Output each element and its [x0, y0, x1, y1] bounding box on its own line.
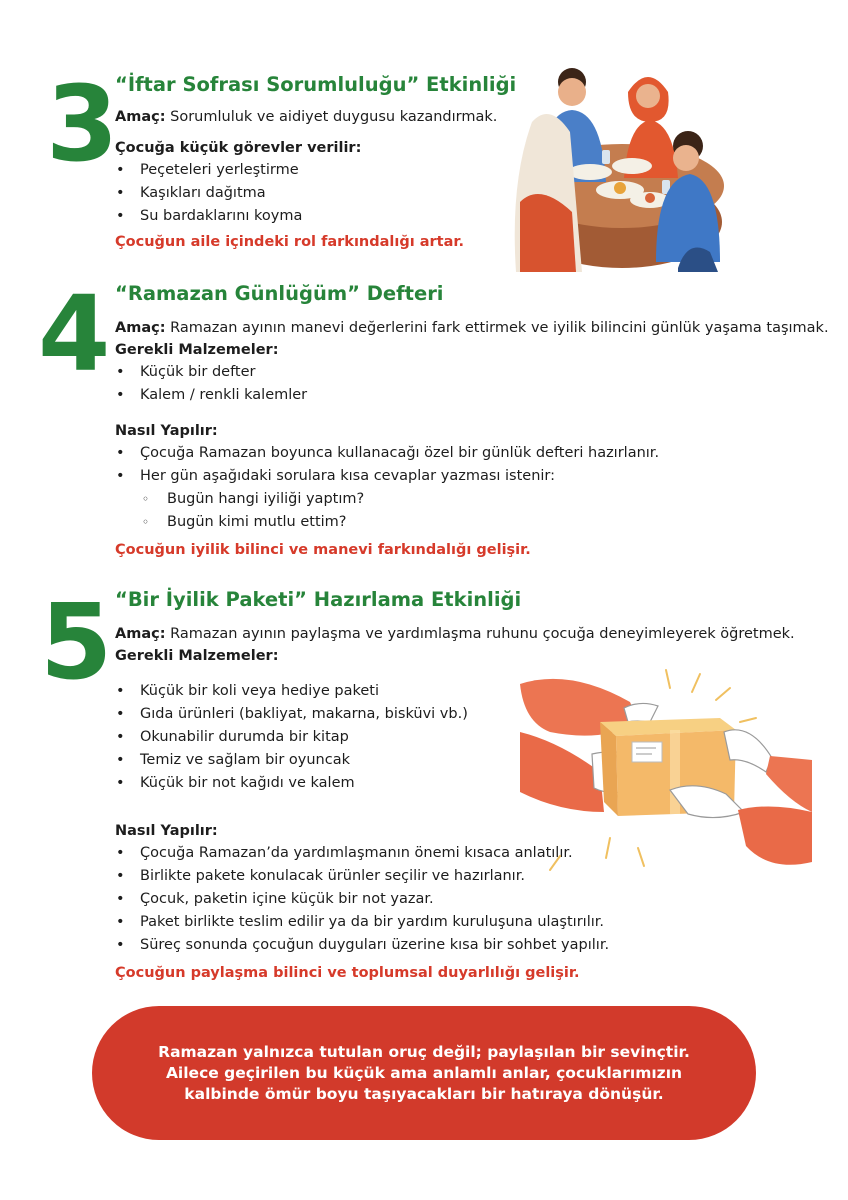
- tasks-label: Çocuğa küçük görevler verilir:: [115, 140, 362, 157]
- gift-box-hands-illustration: [520, 662, 812, 874]
- how-label: Nasıl Yapılır:: [115, 823, 218, 840]
- list-item: ◦ Bugün kimi mutlu ettim?: [115, 511, 829, 534]
- section-4-number: 4: [38, 273, 111, 395]
- closing-banner: [92, 1006, 756, 1140]
- section-4-goal: [115, 317, 829, 339]
- list-item: ◦ Bugün hangi iyiliği yaptım?: [115, 488, 829, 511]
- materials-label: Gerekli Malzemeler:: [115, 342, 279, 359]
- materials-label: Gerekli Malzemeler:: [115, 648, 279, 665]
- goal-label: Amaç:: [115, 626, 166, 643]
- goal-label: Amaç:: [115, 109, 166, 126]
- section-5-goal: [115, 623, 795, 645]
- section-3-number: 3: [46, 63, 119, 185]
- list-item: • Su bardaklarını koyma: [115, 205, 516, 228]
- section-5-result: Çocuğun paylaşma bilinci ve toplumsal duyarlılığı gelişir.: [115, 965, 580, 982]
- list-item: • Küçük bir koli veya hediye paketi: [115, 680, 795, 703]
- list-item: • Çocuğa Ramazan’da yardımlaşmanın önemi kısaca anlatılır.: [115, 842, 795, 865]
- list-item: • Kalem / renkli kalemler: [115, 384, 829, 407]
- how-label: Nasıl Yapılır:: [115, 423, 218, 440]
- list-item: • Okunabilir durumda bir kitap: [115, 726, 795, 749]
- section-3: [115, 73, 516, 253]
- family-iftar-illustration: [510, 62, 730, 277]
- list-item: • Küçük bir defter: [115, 361, 829, 384]
- list-item: • Paket birlikte teslim edilir ya da bir yardım kuruluşuna ulaştırılır.: [115, 911, 795, 934]
- section-3-result: Çocuğun aile içindeki rol farkındalığı artar.: [115, 234, 464, 251]
- banner-line-2: Ailece geçirilen bu küçük ama anlamlı anlar, çocuklarımızın: [165, 1063, 683, 1082]
- section-5-title: “Bir İyilik Paketi” Hazırlama Etkinliği: [115, 588, 522, 611]
- goal-text: Sorumluluk ve aidiyet duygusu kazandırmak.: [165, 109, 498, 126]
- banner-line-3: kalbinde ömür boyu taşıyacakları bir hatıraya dönüşür.: [184, 1084, 664, 1103]
- list-item: • Süreç sonunda çocuğun duyguları üzerine kısa bir sohbet yapılır.: [115, 934, 795, 957]
- materials-list: [115, 361, 829, 407]
- tasks-list: [115, 159, 516, 228]
- list-item: • Temiz ve sağlam bir oyuncak: [115, 749, 795, 772]
- list-item: • Her gün aşağıdaki sorulara kısa cevaplar yazması istenir:: [115, 465, 829, 488]
- list-item: • Birlikte pakete konulacak ürünler seçilir ve hazırlanır.: [115, 865, 795, 888]
- section-4-title: “Ramazan Günlüğüm” Defteri: [115, 282, 444, 305]
- section-4-result: Çocuğun iyilik bilinci ve manevi farkındalığı gelişir.: [115, 542, 531, 559]
- steps-list: [115, 442, 829, 488]
- list-item: • Kaşıkları dağıtma: [115, 182, 516, 205]
- goal-label: Amaç:: [115, 320, 166, 337]
- section-5-number: 5: [40, 581, 113, 703]
- list-item: • Peçeteleri yerleştirme: [115, 159, 516, 182]
- section-3-title: “İftar Sofrası Sorumluluğu” Etkinliği: [115, 73, 517, 96]
- banner-line-1: Ramazan yalnızca tutulan oruç değil; paylaşılan bir sevinçtir.: [158, 1042, 690, 1061]
- section-4: [115, 282, 829, 561]
- list-item: • Çocuk, paketin içine küçük bir not yazar.: [115, 888, 795, 911]
- goal-text: Ramazan ayının manevi değerlerini fark ettirmek ve iyilik bilincini günlük yaşama taşımak.: [165, 320, 829, 337]
- goal-text: Ramazan ayının paylaşma ve yardımlaşma ruhunu çocuğa deneyimleyerek öğretmek.: [165, 626, 795, 643]
- questions-list: [115, 488, 829, 534]
- list-item: • Küçük bir not kağıdı ve kalem: [115, 772, 795, 795]
- section-3-goal: [115, 106, 516, 128]
- list-item: • Çocuğa Ramazan boyunca kullanacağı özel bir günlük defteri hazırlanır.: [115, 442, 829, 465]
- list-item: • Gıda ürünleri (bakliyat, makarna, bisküvi vb.): [115, 703, 795, 726]
